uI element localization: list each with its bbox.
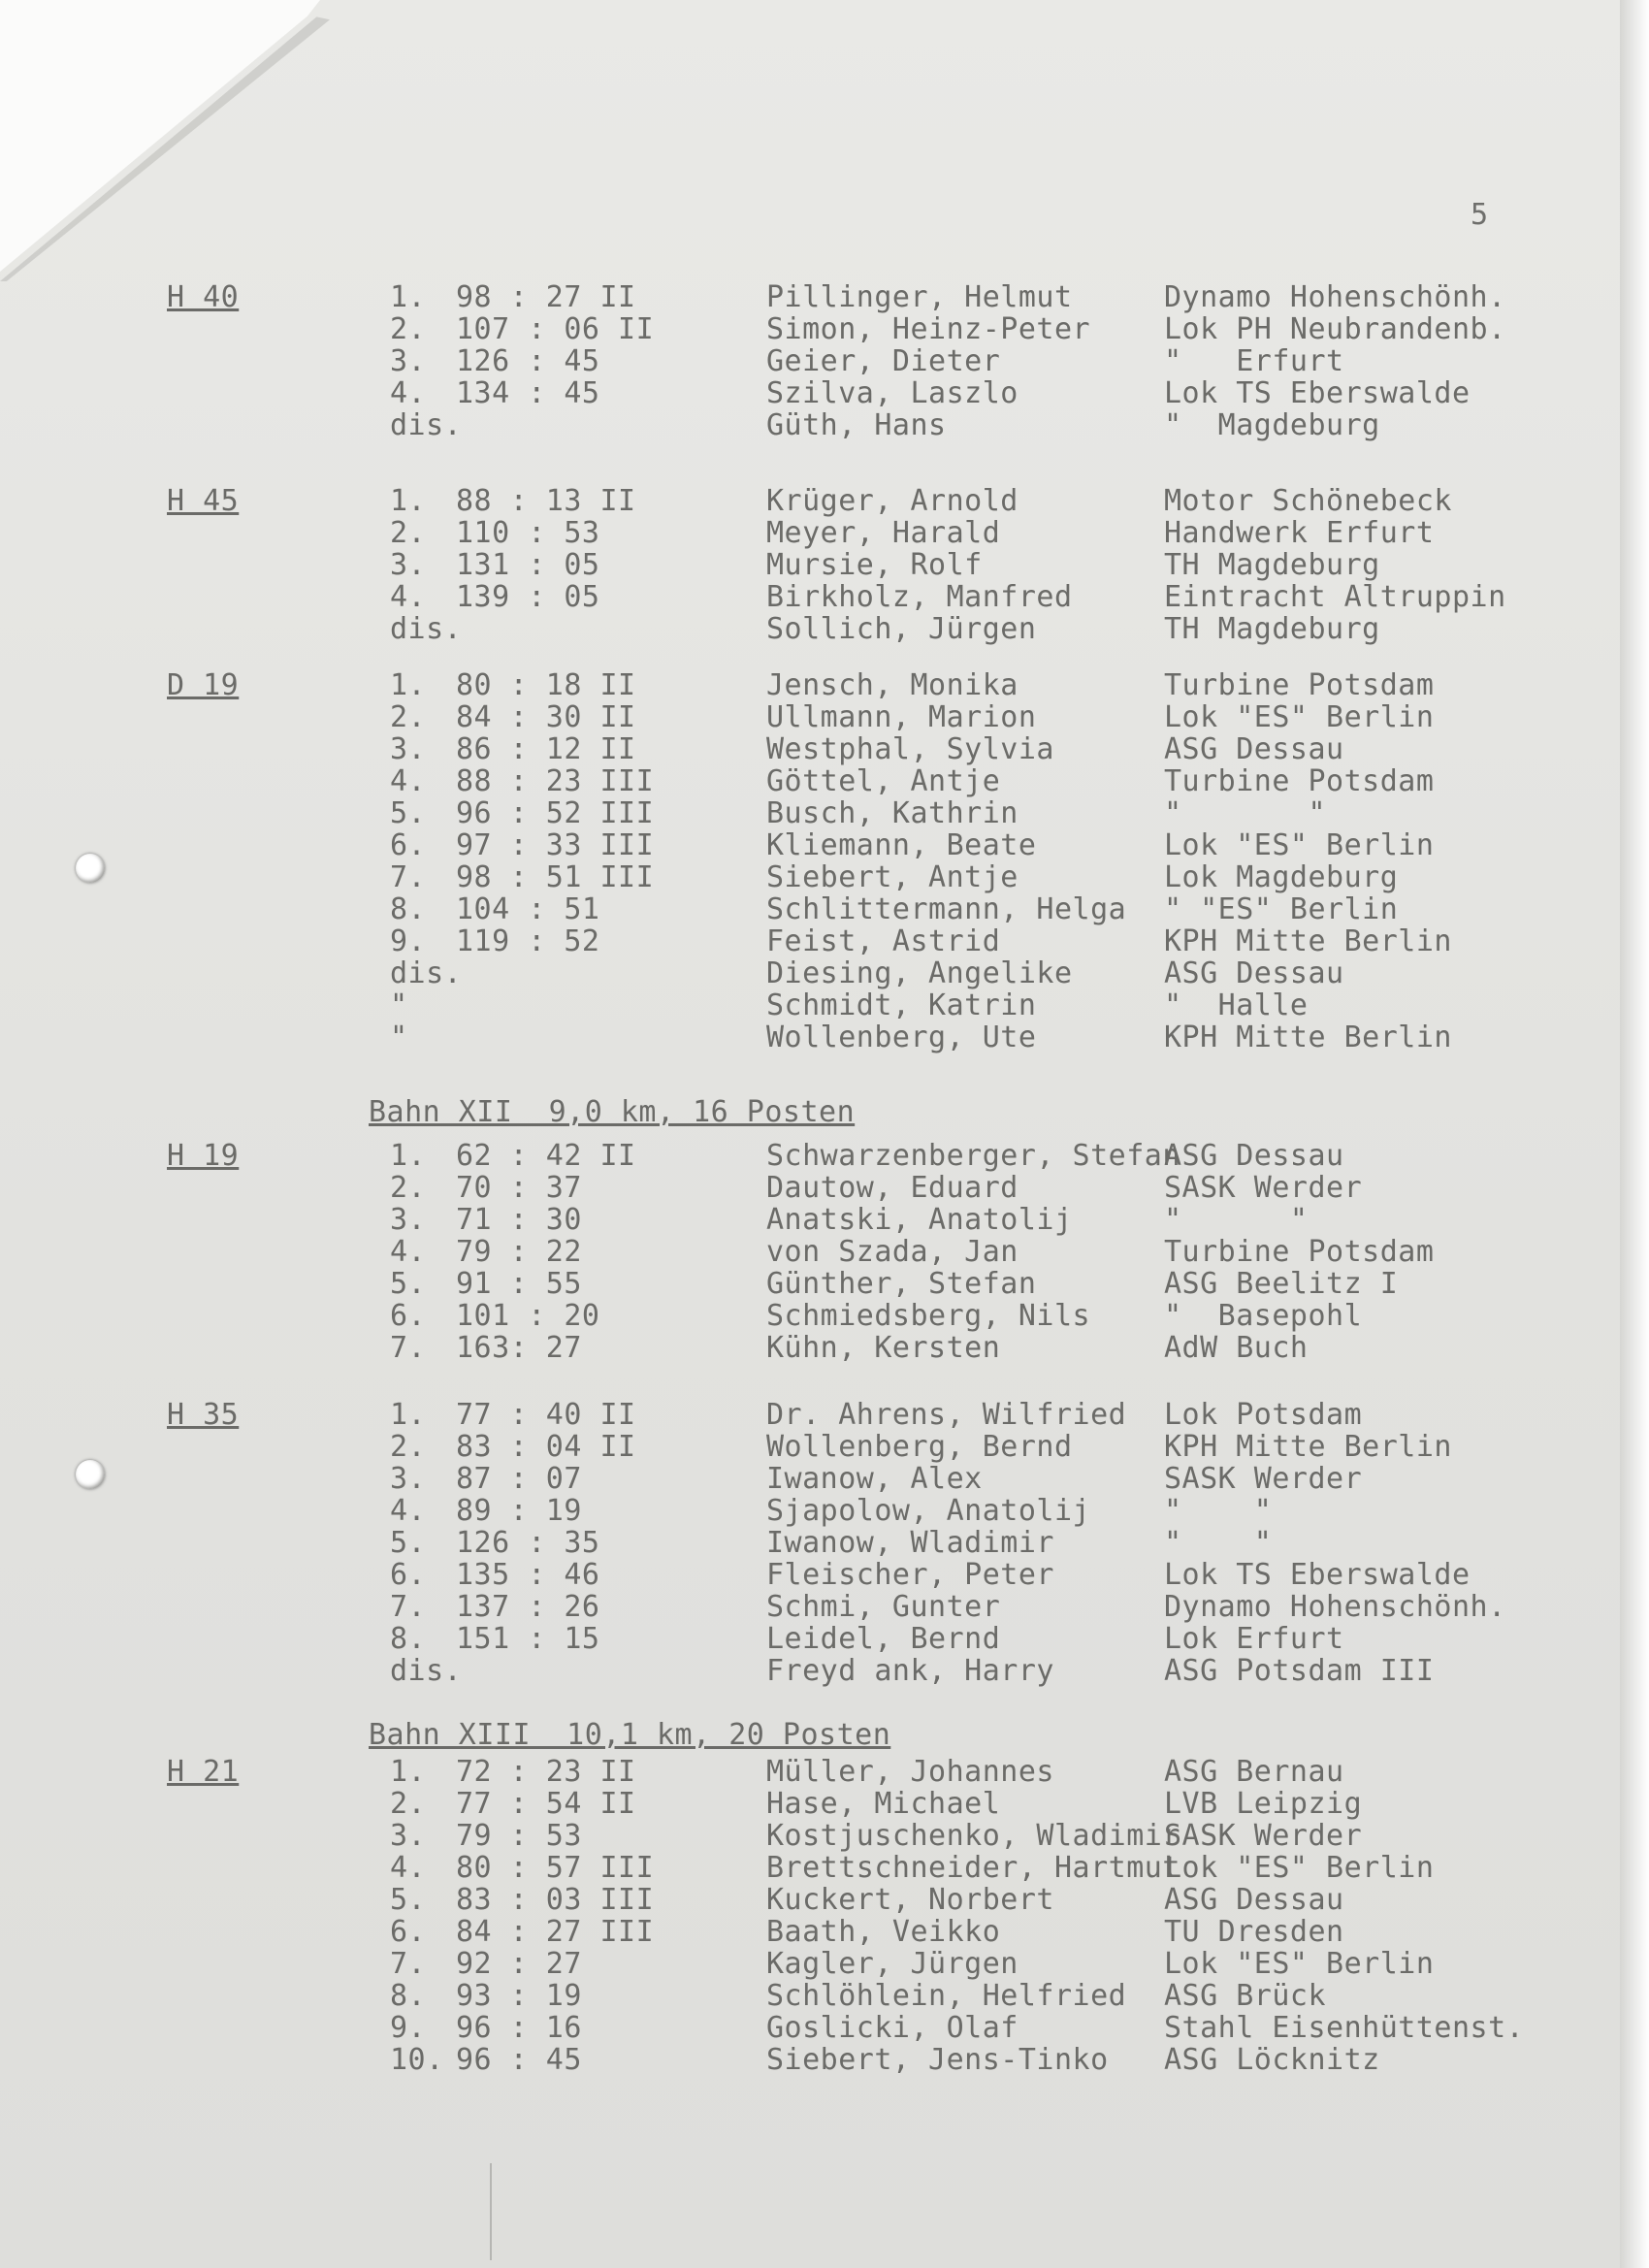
result-row <box>0 581 1630 613</box>
competitor-name: Günther, Stefan <box>766 1267 1037 1301</box>
place: 3. <box>390 344 427 378</box>
competitor-name: Schwarzenberger, Stefan <box>766 1139 1180 1173</box>
result-row <box>0 1021 1630 1053</box>
place: dis. <box>390 1654 463 1688</box>
club-name: " " <box>1164 1526 1273 1560</box>
place: 4. <box>390 1235 427 1269</box>
time: 98 : 27 II <box>456 280 636 314</box>
club-name: Turbine Potsdam <box>1164 1235 1435 1269</box>
club-name: ASG Bernau <box>1164 1755 1344 1789</box>
result-row <box>0 765 1630 797</box>
place: 1. <box>390 280 427 314</box>
place: 2. <box>390 312 427 346</box>
place: 8. <box>390 1979 427 2013</box>
time: 77 : 54 II <box>456 1787 636 1821</box>
result-row <box>0 1268 1630 1300</box>
result-row <box>0 2012 1630 2044</box>
time: 92 : 27 <box>456 1947 582 1981</box>
result-row <box>0 485 1630 517</box>
competitor-name: Dautow, Eduard <box>766 1171 1018 1205</box>
club-name: ASG Löcknitz <box>1164 2043 1380 2077</box>
result-row <box>0 1431 1630 1463</box>
competitor-name: Schlöhlein, Helfried <box>766 1979 1127 2013</box>
place: 3. <box>390 548 427 582</box>
club-name: Lok TS Eberswalde <box>1164 376 1471 410</box>
club-name: " Magdeburg <box>1164 408 1380 442</box>
place: dis. <box>390 408 463 442</box>
place: dis. <box>390 612 463 646</box>
result-row <box>0 669 1630 701</box>
club-name: KPH Mitte Berlin <box>1164 1430 1452 1464</box>
competitor-name: Leidel, Bernd <box>766 1622 1001 1656</box>
club-name: Lok PH Neubrandenb. <box>1164 312 1506 346</box>
time: 163: 27 <box>456 1331 582 1365</box>
place: 5. <box>390 1883 427 1917</box>
time: 79 : 22 <box>456 1235 582 1269</box>
result-row <box>0 701 1630 733</box>
result-row <box>0 1852 1630 1884</box>
result-row <box>0 1332 1630 1364</box>
course-header: Bahn XIII 10,1 km, 20 Posten <box>369 1718 891 1752</box>
competitor-name: Baath, Veikko <box>766 1915 1001 1949</box>
time: 96 : 52 III <box>456 796 655 830</box>
competitor-name: Iwanow, Alex <box>766 1462 983 1496</box>
time: 104 : 51 <box>456 892 600 926</box>
club-name: SASK Werder <box>1164 1171 1363 1205</box>
club-name: Lok "ES" Berlin <box>1164 700 1435 734</box>
result-row <box>0 1204 1630 1236</box>
competitor-name: Siebert, Antje <box>766 860 1018 894</box>
competitor-name: Jensch, Monika <box>766 668 1018 702</box>
result-row <box>0 1140 1630 1172</box>
place: 2. <box>390 516 427 550</box>
competitor-name: Busch, Kathrin <box>766 796 1018 830</box>
competitor-name: Freyd ank, Harry <box>766 1654 1054 1688</box>
time: 96 : 16 <box>456 2011 582 2045</box>
competitor-name: Wollenberg, Ute <box>766 1021 1037 1054</box>
result-row <box>0 1948 1630 1980</box>
club-name: TH Magdeburg <box>1164 548 1380 582</box>
competitor-name: Schlittermann, Helga <box>766 892 1127 926</box>
club-name: Turbine Potsdam <box>1164 764 1435 798</box>
time: 87 : 07 <box>456 1462 582 1496</box>
competitor-name: Schmidt, Katrin <box>766 988 1037 1022</box>
result-row <box>0 733 1630 765</box>
place: 3. <box>390 1819 427 1853</box>
result-row <box>0 989 1630 1021</box>
category-code: H 35 <box>167 1398 240 1432</box>
result-row <box>0 517 1630 549</box>
result-row <box>0 957 1630 989</box>
time: 137 : 26 <box>456 1590 600 1624</box>
time: 62 : 42 II <box>456 1139 636 1173</box>
result-row <box>0 1527 1630 1559</box>
result-row <box>0 1172 1630 1204</box>
time: 134 : 45 <box>456 376 600 410</box>
time: 88 : 13 II <box>456 484 636 518</box>
club-name: Lok "ES" Berlin <box>1164 1947 1435 1981</box>
competitor-name: Kühn, Kersten <box>766 1331 1001 1365</box>
club-name: AdW Buch <box>1164 1331 1309 1365</box>
time: 83 : 04 II <box>456 1430 636 1464</box>
result-row <box>0 345 1630 377</box>
time: 71 : 30 <box>456 1203 582 1237</box>
time: 139 : 05 <box>456 580 600 614</box>
club-name: ASG Beelitz I <box>1164 1267 1399 1301</box>
place: 2. <box>390 1171 427 1205</box>
place: 1. <box>390 1398 427 1432</box>
club-name: Lok TS Eberswalde <box>1164 1558 1471 1592</box>
club-name: " Halle <box>1164 988 1309 1022</box>
competitor-name: Geier, Dieter <box>766 344 1001 378</box>
competitor-name: Müller, Johannes <box>766 1755 1054 1789</box>
competitor-name: Iwanow, Wladimir <box>766 1526 1054 1560</box>
result-row <box>0 1884 1630 1916</box>
time: 80 : 57 III <box>456 1851 655 1885</box>
competitor-name: Birkholz, Manfred <box>766 580 1073 614</box>
competitor-name: Meyer, Harald <box>766 516 1001 550</box>
club-name: Lok Erfurt <box>1164 1622 1344 1656</box>
result-row <box>0 281 1630 313</box>
club-name: ASG Dessau <box>1164 732 1344 766</box>
time: 98 : 51 III <box>456 860 655 894</box>
club-name: ASG Dessau <box>1164 956 1344 990</box>
result-row <box>0 925 1630 957</box>
competitor-name: Kostjuschenko, Wladimir <box>766 1819 1180 1853</box>
competitor-name: Pillinger, Helmut <box>766 280 1073 314</box>
time: 151 : 15 <box>456 1622 600 1656</box>
place: 6. <box>390 1915 427 1949</box>
result-row <box>0 1820 1630 1852</box>
place: 9. <box>390 924 427 958</box>
place: 4. <box>390 764 427 798</box>
competitor-name: Sjapolow, Anatolij <box>766 1494 1091 1528</box>
place: 3. <box>390 732 427 766</box>
time: 83 : 03 III <box>456 1883 655 1917</box>
place: " <box>390 1021 408 1054</box>
place: dis. <box>390 956 463 990</box>
club-name: " "ES" Berlin <box>1164 892 1399 926</box>
club-name: " " <box>1164 1494 1273 1528</box>
time: 80 : 18 II <box>456 668 636 702</box>
competitor-name: Kliemann, Beate <box>766 828 1037 862</box>
place: 8. <box>390 1622 427 1656</box>
club-name: " Erfurt <box>1164 344 1344 378</box>
place: 3. <box>390 1462 427 1496</box>
competitor-name: Siebert, Jens-Tinko <box>766 2043 1109 2077</box>
competitor-name: Feist, Astrid <box>766 924 1001 958</box>
competitor-name: Sollich, Jürgen <box>766 612 1037 646</box>
category-code: H 40 <box>167 280 240 314</box>
competitor-name: Güth, Hans <box>766 408 947 442</box>
time: 119 : 52 <box>456 924 600 958</box>
competitor-name: Hase, Michael <box>766 1787 1001 1821</box>
result-row <box>0 1655 1630 1687</box>
result-row <box>0 549 1630 581</box>
place: 1. <box>390 484 427 518</box>
time: 126 : 45 <box>456 344 600 378</box>
club-name: ASG Brück <box>1164 1979 1327 2013</box>
club-name: ASG Potsdam III <box>1164 1654 1435 1688</box>
place: 7. <box>390 1331 427 1365</box>
place: 7. <box>390 1947 427 1981</box>
competitor-name: Schmi, Gunter <box>766 1590 1001 1624</box>
competitor-name: von Szada, Jan <box>766 1235 1018 1269</box>
place: 4. <box>390 1851 427 1885</box>
place: 5. <box>390 1526 427 1560</box>
club-name: Lok Potsdam <box>1164 1398 1363 1432</box>
place: 6. <box>390 1299 427 1333</box>
club-name: Lok "ES" Berlin <box>1164 828 1435 862</box>
place: 1. <box>390 1755 427 1789</box>
club-name: ASG Dessau <box>1164 1883 1344 1917</box>
competitor-name: Ullmann, Marion <box>766 700 1037 734</box>
place: 6. <box>390 1558 427 1592</box>
place: 2. <box>390 1787 427 1821</box>
place: 5. <box>390 796 427 830</box>
result-row <box>0 2044 1630 2076</box>
club-name: TU Dresden <box>1164 1915 1344 1949</box>
time: 96 : 45 <box>456 2043 582 2077</box>
category-code: H 45 <box>167 484 240 518</box>
place: 2. <box>390 700 427 734</box>
place: 4. <box>390 376 427 410</box>
result-row <box>0 313 1630 345</box>
course-header: Bahn XII 9,0 km, 16 Posten <box>369 1095 856 1129</box>
time: 101 : 20 <box>456 1299 600 1333</box>
result-row <box>0 409 1630 441</box>
result-row <box>0 1756 1630 1788</box>
result-row <box>0 1916 1630 1948</box>
time: 72 : 23 II <box>456 1755 636 1789</box>
result-row <box>0 1788 1630 1820</box>
result-row <box>0 861 1630 893</box>
club-name: " " <box>1164 1203 1309 1237</box>
competitor-name: Westphal, Sylvia <box>766 732 1054 766</box>
competitor-name: Diesing, Angelike <box>766 956 1073 990</box>
club-name: KPH Mitte Berlin <box>1164 924 1452 958</box>
place: 3. <box>390 1203 427 1237</box>
place: 8. <box>390 892 427 926</box>
club-name: ASG Dessau <box>1164 1139 1344 1173</box>
result-row <box>0 893 1630 925</box>
place: 9. <box>390 2011 427 2045</box>
result-row <box>0 613 1630 645</box>
result-row <box>0 829 1630 861</box>
place: 5. <box>390 1267 427 1301</box>
page-number: 5 <box>1471 198 1489 232</box>
place: " <box>390 988 408 1022</box>
place: 6. <box>390 828 427 862</box>
club-name: KPH Mitte Berlin <box>1164 1021 1452 1054</box>
club-name: SASK Werder <box>1164 1462 1363 1496</box>
club-name: Motor Schönebeck <box>1164 484 1452 518</box>
place: 1. <box>390 668 427 702</box>
club-name: Dynamo Hohenschönh. <box>1164 280 1506 314</box>
time: 97 : 33 III <box>456 828 655 862</box>
competitor-name: Szilva, Laszlo <box>766 376 1018 410</box>
time: 93 : 19 <box>456 1979 582 2013</box>
time: 70 : 37 <box>456 1171 582 1205</box>
result-row <box>0 1559 1630 1591</box>
competitor-name: Anatski, Anatolij <box>766 1203 1073 1237</box>
time: 107 : 06 II <box>456 312 655 346</box>
result-row <box>0 1236 1630 1268</box>
place: 1. <box>390 1139 427 1173</box>
result-row <box>0 1495 1630 1527</box>
place: 10. <box>390 2043 444 2077</box>
club-name: " Basepohl <box>1164 1299 1363 1333</box>
time: 110 : 53 <box>456 516 600 550</box>
place: 4. <box>390 580 427 614</box>
time: 79 : 53 <box>456 1819 582 1853</box>
club-name: Lok "ES" Berlin <box>1164 1851 1435 1885</box>
folded-corner <box>0 0 320 272</box>
competitor-name: Brettschneider, Hartmut <box>766 1851 1180 1885</box>
club-name: " " <box>1164 796 1327 830</box>
club-name: Eintracht Altruppin <box>1164 580 1506 614</box>
club-name: Stahl Eisenhüttenst. <box>1164 2011 1525 2045</box>
place: 7. <box>390 1590 427 1624</box>
club-name: Handwerk Erfurt <box>1164 516 1435 550</box>
scan-mark <box>490 2163 492 2260</box>
time: 77 : 40 II <box>456 1398 636 1432</box>
time: 86 : 12 II <box>456 732 636 766</box>
place: 2. <box>390 1430 427 1464</box>
result-row <box>0 1399 1630 1431</box>
competitor-name: Krüger, Arnold <box>766 484 1018 518</box>
time: 91 : 55 <box>456 1267 582 1301</box>
place: 7. <box>390 860 427 894</box>
club-name: TH Magdeburg <box>1164 612 1380 646</box>
club-name: LVB Leipzig <box>1164 1787 1363 1821</box>
category-code: D 19 <box>167 668 240 702</box>
competitor-name: Simon, Heinz-Peter <box>766 312 1091 346</box>
category-code: H 19 <box>167 1139 240 1173</box>
club-name: Lok Magdeburg <box>1164 860 1399 894</box>
time: 84 : 30 II <box>456 700 636 734</box>
competitor-name: Göttel, Antje <box>766 764 1001 798</box>
place: 4. <box>390 1494 427 1528</box>
result-row <box>0 797 1630 829</box>
competitor-name: Dr. Ahrens, Wilfried <box>766 1398 1127 1432</box>
time: 89 : 19 <box>456 1494 582 1528</box>
time: 135 : 46 <box>456 1558 600 1592</box>
competitor-name: Kagler, Jürgen <box>766 1947 1018 1981</box>
time: 88 : 23 III <box>456 764 655 798</box>
result-row <box>0 1300 1630 1332</box>
competitor-name: Mursie, Rolf <box>766 548 983 582</box>
competitor-name: Goslicki, Olaf <box>766 2011 1018 2045</box>
time: 84 : 27 III <box>456 1915 655 1949</box>
competitor-name: Wollenberg, Bernd <box>766 1430 1073 1464</box>
result-row <box>0 377 1630 409</box>
competitor-name: Schmiedsberg, Nils <box>766 1299 1091 1333</box>
result-row <box>0 1623 1630 1655</box>
competitor-name: Kuckert, Norbert <box>766 1883 1054 1917</box>
time: 131 : 05 <box>456 548 600 582</box>
result-row <box>0 1591 1630 1623</box>
category-code: H 21 <box>167 1755 240 1789</box>
club-name: Turbine Potsdam <box>1164 668 1435 702</box>
club-name: Dynamo Hohenschönh. <box>1164 1590 1506 1624</box>
result-row <box>0 1980 1630 2012</box>
club-name: SASK Werder <box>1164 1819 1363 1853</box>
time: 126 : 35 <box>456 1526 600 1560</box>
competitor-name: Fleischer, Peter <box>766 1558 1054 1592</box>
result-row <box>0 1463 1630 1495</box>
